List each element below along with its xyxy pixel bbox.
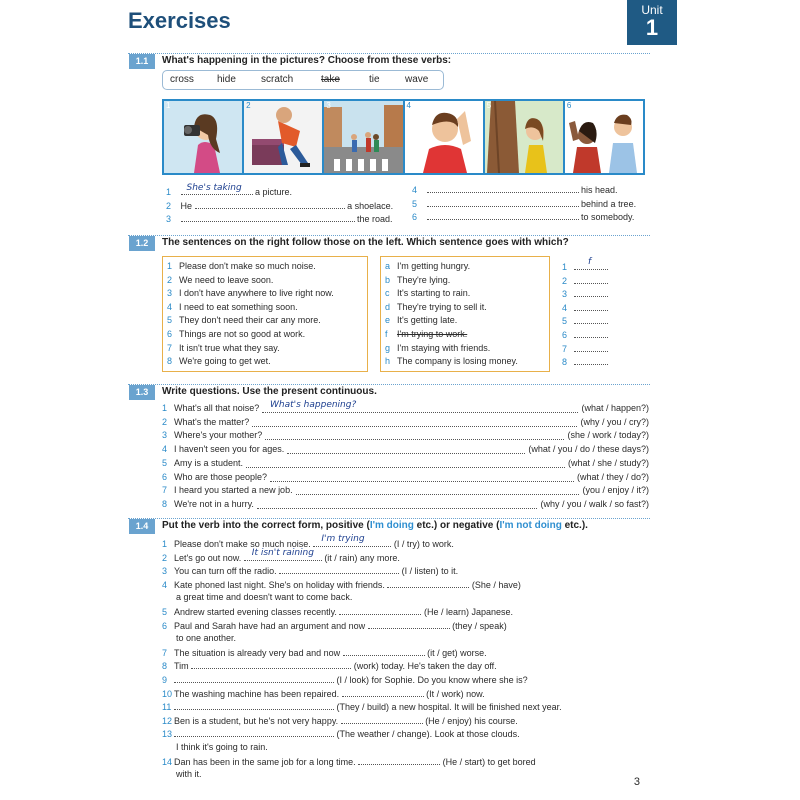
positive-example: I'm doing [369,520,414,531]
question-item [162,444,284,455]
item-letter: b [385,274,391,285]
item-number: 4 [162,579,168,590]
answer-blank[interactable] [342,688,424,697]
item-text: He [180,201,193,211]
gap-fill-item [162,715,518,727]
right-sentence [385,315,457,326]
answer-blank[interactable] [387,579,469,588]
sentence-text: Please don't make so much noise. [179,261,316,271]
item-number: 8 [162,661,168,672]
exercise-1-3-instruction: Write questions. Use the present continuous. [162,386,377,397]
answer-blank[interactable] [252,418,577,427]
item-number: 5 [412,199,418,209]
item-letter: f [385,329,388,339]
item-number: 5 [162,457,168,468]
answer-blank[interactable] [244,547,322,561]
item-number: 6 [162,471,168,482]
answer-blank[interactable] [181,213,355,222]
verb-cue-text: (I / listen) to it. [401,566,459,577]
exercise-1-1-item [166,200,393,212]
sentence-text: It's getting late. [397,315,458,326]
answer-blank[interactable] [296,486,579,495]
item-number: 5 [162,607,168,617]
prompt-text: We're not in a hurry. [174,498,254,509]
verb-cue-text: (I / try) to work. [393,539,454,549]
question-item [162,472,267,483]
item-number: 4 [412,185,418,195]
item-text: to somebody. [581,212,635,222]
item-number: 4 [562,302,568,313]
item-number: 1 [162,539,168,549]
answer-blank[interactable] [174,728,334,737]
left-sentence [167,356,271,367]
lead-text: You can turn off the radio. [174,566,277,577]
continuation-text: I think it's going to rain. [176,742,268,752]
item-letter: h [385,356,391,367]
item-number: 1 [166,187,172,197]
lead-text: Ben is a student, but he's not very happy. [174,715,339,726]
item-number: 5 [167,315,173,326]
answer-blank[interactable] [574,302,608,311]
item-number: 8 [562,357,568,368]
verb-cue-text: (work) today. He's taken the day off. [353,661,497,672]
answer-blank[interactable] [368,620,450,629]
item-number: 7 [167,342,173,353]
answer-blank[interactable] [195,200,345,209]
gap-fill-item [162,606,513,618]
item-number: 3 [162,566,168,577]
man-scratching-head-illustration [405,101,485,173]
handwritten-answer: It isn't raining [251,547,314,558]
girl-behind-tree-illustration [485,101,565,173]
question-item [162,499,254,510]
lead-text: Let's go out now. [174,552,242,563]
verb-cue-text: (She / have) [471,579,521,590]
exercise-1-4-instruction: Put the verb into the correct form, positive (I'm doing etc.) or negative (I'm not doing etc.). [162,520,588,531]
gap-fill-item [162,674,528,686]
left-sentence [167,302,298,313]
picture-number: 3 [326,101,331,110]
answer-blank[interactable] [287,445,525,454]
exercise-1-1-item [166,183,293,198]
answer-blank[interactable] [358,756,440,765]
unit-number: 1 [645,15,659,40]
item-text: a picture. [255,187,293,197]
answer-blank[interactable] [174,674,334,683]
right-sentence [385,261,470,272]
answer-blank[interactable] [181,183,253,195]
item-text: the road. [357,214,393,224]
answer-blank[interactable] [339,606,421,615]
right-sentence [385,343,490,354]
exercise-badge-1-1: 1.1 [129,54,155,69]
item-letter: d [385,301,391,312]
item-letter: e [385,315,391,326]
answer-blank[interactable] [427,184,579,193]
answer-blank[interactable] [279,565,399,574]
item-number: 7 [162,647,168,658]
answer-blank[interactable] [343,647,425,656]
match-answer-line [562,257,608,273]
exercise-1-1-item [412,184,618,196]
gap-fill-item [162,565,458,577]
match-answer-line [562,343,608,355]
item-letter: a [385,261,391,271]
gap-fill-item [162,647,487,659]
lead-text: Kate phoned last night. She's on holiday with friends. [174,579,385,590]
item-number: 12 [162,715,173,726]
answer-blank[interactable] [574,343,608,352]
left-sentence [167,315,321,326]
prompt-text: What's all that noise? [174,403,260,413]
lead-text: Please don't make so much noise. [174,539,311,549]
verb-cue: (what / happen?) [581,403,649,413]
item-number: 11 [162,702,172,713]
exercise-1-1-item [166,213,393,225]
item-text: a shoelace. [347,201,394,211]
exercise-badge-1-2: 1.2 [129,236,155,251]
left-sentence [167,329,305,340]
right-sentences-box [380,256,550,372]
page-number: 3 [633,776,640,788]
verb-cue: (what / you / do / these days?) [528,444,649,455]
item-number: 3 [166,214,172,224]
sentence-text: We're going to get wet. [179,356,271,367]
continuation-text: a great time and doesn't want to come back. [176,592,353,603]
sentence-text: We need to leave soon. [179,274,274,285]
exercise-1-2-instruction: The sentences on the right follow those on the left. Which sentence goes with which? [162,237,569,248]
verb-cue: (what / she / study?) [567,457,649,468]
verb: scratch [261,74,294,85]
question-item [162,403,259,414]
item-number: 1 [167,261,173,271]
lead-text: The washing machine has been repaired. [174,688,340,699]
sentence-text: The company is losing money. [397,356,518,367]
gap-fill-item [162,728,520,740]
handwritten-answer: She's taking [186,183,242,193]
verb-cue-text: (He / start) to get bored [442,756,536,767]
gap-fill-item [162,579,521,591]
page-title: Exercises [128,8,231,33]
picture-3 [324,101,404,173]
picture-number: 1 [166,101,171,110]
item-number: 2 [167,274,173,285]
answer-blank[interactable] [427,211,579,220]
item-letter: g [385,342,391,353]
verb-cue-text: (it / rain) any more. [324,552,400,563]
lead-text: Andrew started evening classes recently. [174,607,337,617]
prompt-text: Amy is a student. [174,457,244,468]
exercise-badge-1-4: 1.4 [129,519,155,534]
verb-cue-text: (I / look) for Sophie. Do you know where she is? [336,675,528,685]
item-number: 5 [562,316,568,327]
verb-cue: (she / work / today?) [567,430,649,441]
item-number: 1 [162,403,168,413]
gap-fill-item [162,756,536,768]
exercise-1-1-item [412,211,634,223]
answer-blank[interactable] [313,534,391,547]
answer-blank[interactable] [270,473,574,482]
gap-fill-item [162,701,562,713]
verb-cue-text: (it / get) worse. [427,647,487,658]
gap-fill-item [162,620,507,632]
left-sentence [167,261,316,272]
question-item [162,430,262,441]
item-number: 9 [162,675,168,685]
sentence-text: It isn't true what they say. [179,342,280,353]
item-number: 14 [162,756,173,767]
item-number: 6 [162,620,168,631]
verb-cue: (what / they / do?) [576,471,649,482]
left-sentences-box [162,256,368,372]
gap-fill-item [162,688,485,700]
verb: hide [217,74,236,85]
picture-6 [565,101,643,173]
verb-crossed-out: take [321,74,340,85]
prompt-text: I haven't seen you for ages. [174,444,285,455]
picture-number: 2 [246,101,251,110]
picture-2 [244,101,324,173]
match-answer-line [562,329,608,341]
handwritten-answer: f [588,257,592,267]
verb: wave [405,74,429,85]
answer-blank[interactable] [174,701,334,710]
lead-text: Tim [174,661,189,672]
answer-blank[interactable] [265,431,564,440]
sentence-text: I'm trying to work. [397,329,468,339]
left-sentence [167,288,334,299]
left-sentence [167,275,273,286]
item-number: 7 [562,343,568,354]
answer-blank[interactable] [246,459,565,468]
lead-text: Dan has been in the same job for a long time. [174,756,356,767]
exercise-1-1-instruction: What's happening in the pictures? Choose from these verbs: [162,55,452,66]
verb-cue: (why / you / cry?) [580,416,649,427]
handwritten-answer: I'm trying [321,534,365,544]
item-letter: c [385,288,390,299]
prompt-text: Who are those people? [174,471,268,482]
picture-strip [162,99,645,175]
item-number: 8 [167,356,173,367]
verb: cross [170,74,194,85]
answer-blank[interactable] [257,500,537,509]
item-text: his head. [581,185,618,195]
item-number: 3 [162,430,168,441]
sentence-text: I don't have anywhere to live right now. [179,288,334,299]
verb-cue: (why / you / walk / so fast?) [540,498,649,509]
match-answer-line [562,302,608,314]
right-sentence [385,302,487,313]
verb-cue-text: (It / work) now. [426,688,485,699]
lead-text: Paul and Sarah have had an argument and now [174,620,366,631]
match-answer-line [562,275,608,287]
picture-4 [405,101,485,173]
item-number: 2 [562,275,568,286]
prompt-text: What's the matter? [174,416,250,427]
sentence-text: They're lying. [397,274,451,285]
section-divider [128,53,650,54]
match-answer-line [562,288,608,300]
verb-box [162,70,444,90]
continuation-text: with it. [176,769,202,780]
question-item [162,417,249,428]
match-answer-line [562,315,608,327]
sentence-text: They're trying to sell it. [397,301,487,312]
exercise-badge-1-3: 1.3 [129,385,155,400]
answer-blank[interactable] [341,715,423,724]
item-number: 10 [162,688,173,699]
right-sentence [385,356,518,367]
item-number: 1 [562,262,568,272]
left-sentence [167,343,280,354]
unit-tab [627,0,677,45]
sentence-text: They don't need their car any more. [179,315,321,326]
handwritten-answer: What's happening? [270,400,357,410]
verb-cue-text: (He / enjoy) his course. [425,715,518,726]
answer-blank[interactable] [574,315,608,324]
question-item [162,458,243,469]
item-number: 6 [412,212,418,222]
people-crossing-road-illustration [324,101,404,173]
sentence-text: It's starting to rain. [397,288,471,299]
answer-blank[interactable] [574,257,608,270]
right-sentence [385,288,470,299]
answer-blank[interactable] [191,660,351,669]
section-divider [128,384,650,385]
item-text: behind a tree. [581,199,637,209]
item-number: 6 [167,329,173,339]
item-number: 2 [162,552,168,563]
right-sentence [385,329,467,340]
picture-number: 6 [566,101,572,110]
sentence-text: I'm getting hungry. [397,261,471,271]
prompt-text: I heard you started a new job. [174,485,293,496]
question-item [162,485,293,496]
verb: tie [369,74,380,85]
answer-blank[interactable] [427,198,579,207]
gap-fill-item [162,660,497,672]
verb-cue-text: (They / build) a new hospital. It will be finished next year. [336,702,562,713]
sentence-text: I'm staying with friends. [397,342,491,353]
man-shoelace-illustration [244,101,324,173]
gap-fill-item [162,547,400,564]
item-number: 3 [562,289,568,300]
answer-blank[interactable] [574,288,608,297]
item-number: 8 [162,498,168,509]
picture-number: 4 [406,101,411,110]
unit-label: Unit [641,3,663,17]
lead-text: The situation is already very bad and now [174,647,341,658]
picture-1 [164,101,244,173]
picture-5 [485,101,565,173]
negative-example: I'm not doing [499,520,562,531]
item-number: 3 [167,288,173,299]
sentence-text: Things are not so good at work. [179,329,306,339]
item-number: 2 [162,416,168,427]
people-waving-illustration [565,101,643,173]
picture-number: 5 [486,101,492,110]
match-answer-line [562,356,608,368]
section-divider [128,518,650,519]
item-number: 4 [162,444,168,455]
answer-blank[interactable] [574,329,608,338]
verb-cue-text: (The weather / change). Look at those clouds. [336,729,520,740]
item-number: 6 [562,330,568,340]
item-number: 7 [162,485,168,496]
verb-cue-text: (they / speak) [452,620,507,631]
answer-blank[interactable] [574,275,608,284]
item-number: 13 [162,729,173,740]
item-number: 2 [166,201,172,211]
verb-cue: (you / enjoy / it?) [582,485,649,496]
prompt-text: Where's your mother? [174,430,263,441]
verb-cue-text: (He / learn) Japanese. [423,607,513,617]
item-number: 4 [167,301,173,312]
continuation-text: to one another. [176,633,237,644]
section-divider [128,235,650,236]
woman-camera-illustration [164,101,244,173]
sentence-text: I need to eat something soon. [179,301,298,312]
exercise-1-1-item [412,198,636,210]
answer-blank[interactable] [574,356,608,365]
right-sentence [385,275,450,286]
